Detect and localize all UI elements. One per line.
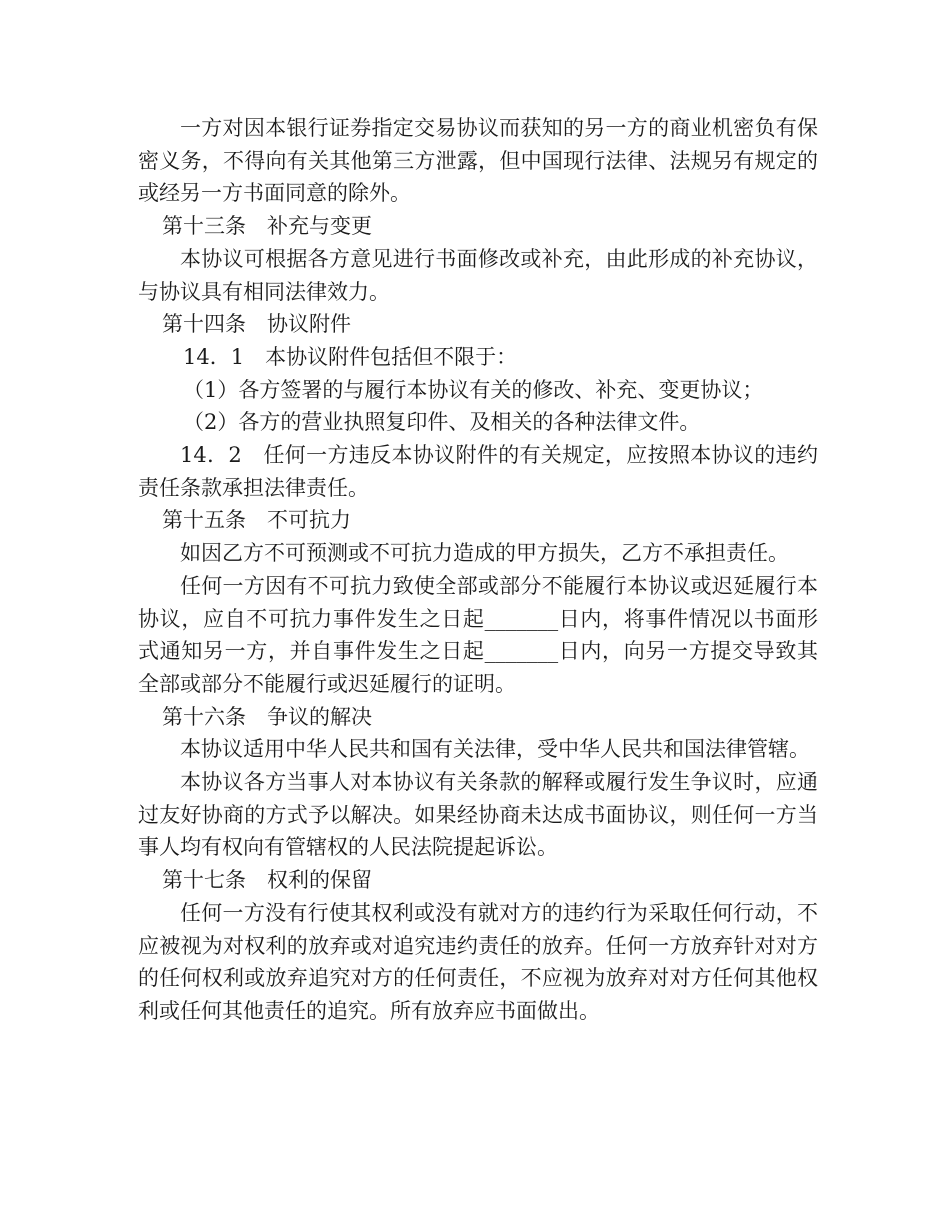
- list-item-1: （1）各方签署的与履行本协议有关的修改、补充、变更协议；: [183, 377, 764, 402]
- article-13-heading: 第十三条 补充与变更: [162, 214, 372, 239]
- document-page: [138, 112, 818, 1028]
- paragraph-force-majeure-2: 任何一方因有不可抗力致使全部或部分不能履行本协议或迟延履行本协议，应自不可抗力事件发生之日起_______日内，将事件情况以书面形式通知另一方，并自事件发生之日起_______日内，向另一方提交导致其全部或部分不能履行或迟延履行的证明。: [138, 573, 818, 696]
- paragraph-confidentiality: 一方对因本银行证券指定交易协议而获知的另一方的商业机密负有保密义务，不得向有关其他第三方泄露，但中国现行法律、法规另有规定的或经另一方书面同意的除外。: [138, 116, 818, 206]
- article-17-heading: 第十七条 权利的保留: [162, 868, 372, 893]
- article-15-heading: 第十五条 不可抗力: [162, 508, 351, 533]
- paragraph-dispute: 本协议各方当事人对本协议有关条款的解释或履行发生争议时，应通过友好协商的方式予以解决。如果经协商未达成书面协议，则任何一方当事人均有权向有管辖权的人民法院提起诉讼。: [138, 770, 818, 860]
- article-14-heading: 第十四条 协议附件: [162, 312, 351, 337]
- article-16-heading: 第十六条 争议的解决: [162, 704, 372, 729]
- paragraph-governing-law: 本协议适用中华人民共和国有关法律，受中华人民共和国法律管辖。: [180, 737, 810, 762]
- paragraph-force-majeure-1: 如因乙方不可预测或不可抗力造成的甲方损失，乙方不承担责任。: [180, 541, 789, 566]
- paragraph-reservation: 任何一方没有行使其权利或没有就对方的违约行为采取任何行动，不应被视为对权利的放弃或对追究违约责任的放弃。任何一方放弃针对对方的任何权利或放弃追究对方的任何责任，不应视为放弃对对方任何其他权利或任何其他责任的追究。所有放弃应书面做出。: [138, 900, 818, 1023]
- clause-14-2: 14．2 任何一方违反本协议附件的有关规定，应按照本协议的违约责任条款承担法律责任。: [138, 443, 818, 500]
- clause-14-1: 14．1 本协议附件包括但不限于：: [183, 344, 518, 369]
- paragraph-amendment: 本协议可根据各方意见进行书面修改或补充，由此形成的补充协议，与协议具有相同法律效力。: [138, 246, 818, 304]
- list-item-2: （2）各方的营业执照复印件、及相关的各种法律文件。: [183, 410, 701, 435]
